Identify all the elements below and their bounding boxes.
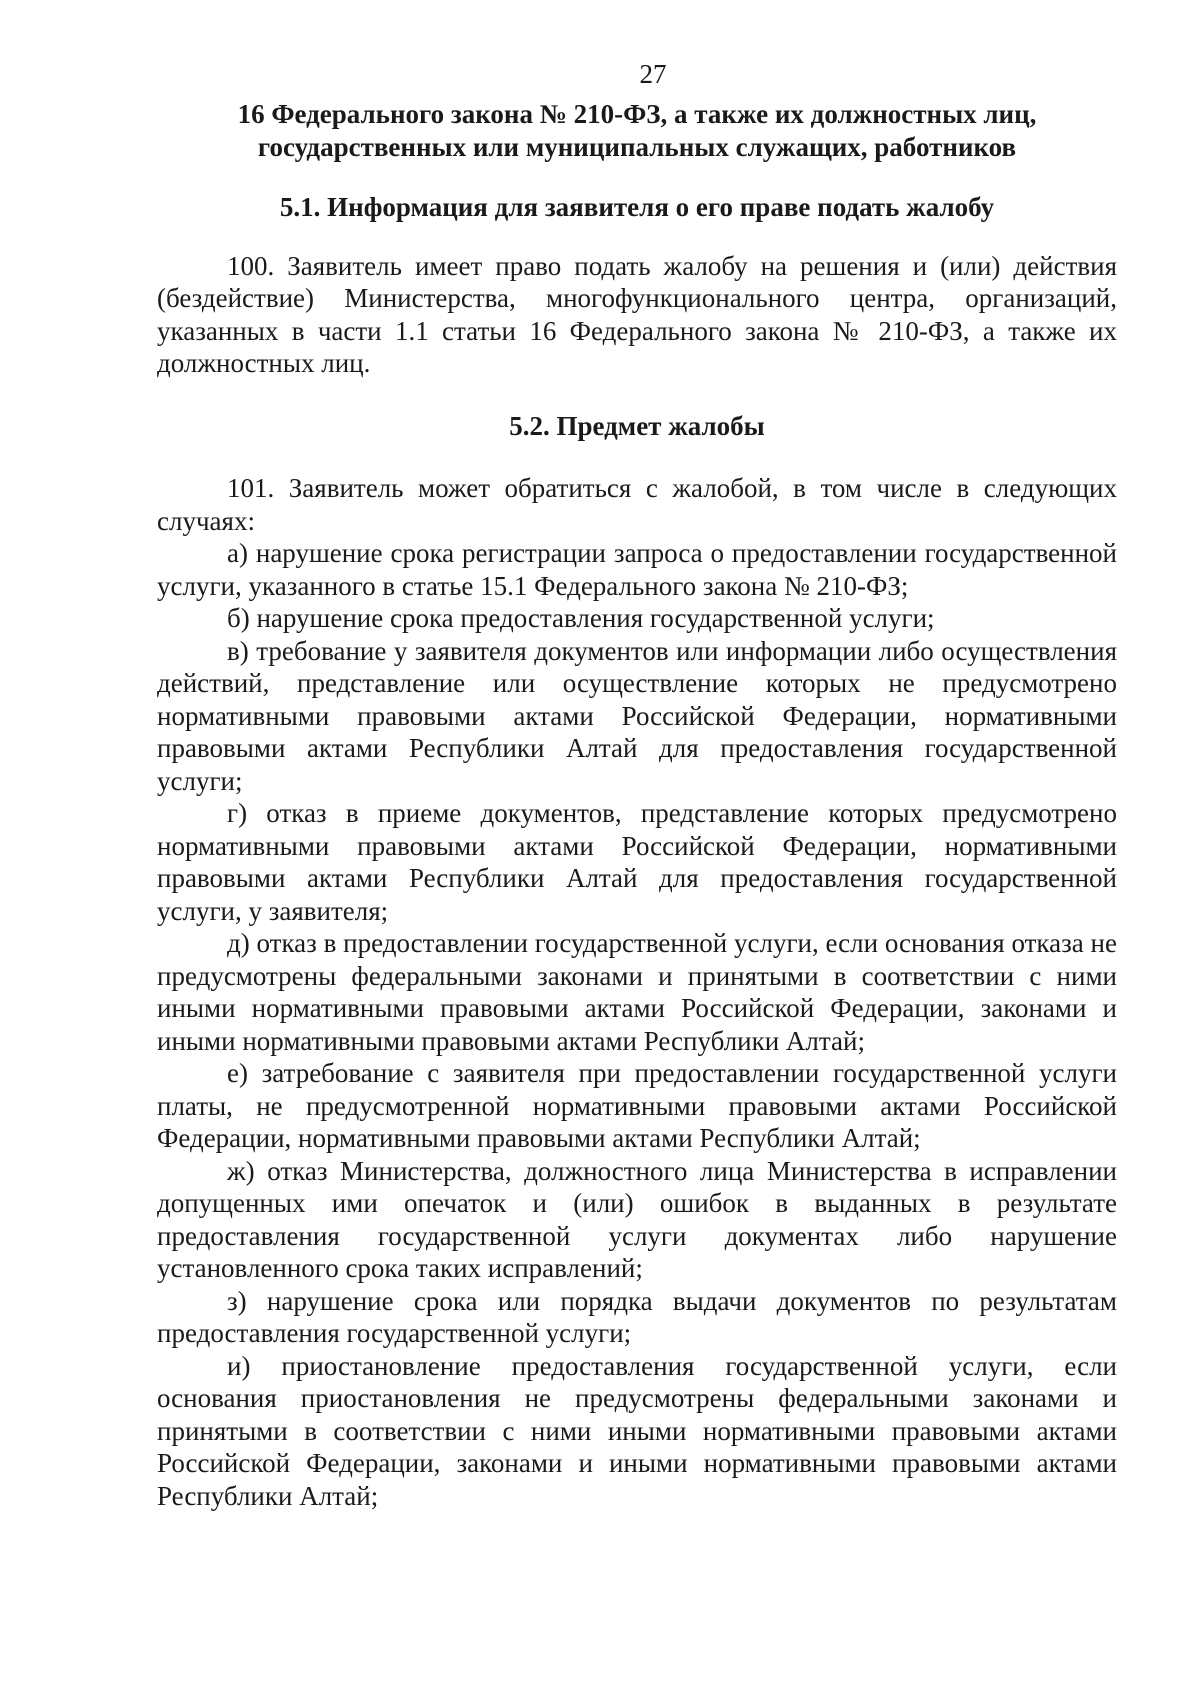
paragraph-101-intro: 101. Заявитель может обратиться с жалобой, в том числе в следующих случаях: (157, 473, 1117, 536)
list-item-a: а) нарушение срока регистрации запроса о предоставлении государственной услуги, указанного в статье 15.1 Федерального закона № 210-ФЗ; (157, 538, 1117, 601)
continuation-heading-line-1: 16 Федерального закона № 210-ФЗ, а также их должностных лиц, (237, 99, 1037, 129)
section-5-2-title: 5.2. Предмет жалобы (509, 410, 765, 441)
list-item-z: з) нарушение срока или порядка выдачи документов по результатам предоставления государственной услуги; (157, 1285, 1117, 1348)
continuation-heading (157, 98, 1117, 163)
page-number: 27 (639, 59, 667, 89)
list-item-zh: ж) отказ Министерства, должностного лица Министерства в исправлении допущенных ими опечаток и (или) ошибок в выданных в результате предоставления государственной услуги документах либо нарушение установленного срока таких исправлений; (157, 1155, 1117, 1283)
document-content (157, 98, 1117, 1512)
section-5-1-title: 5.1. Информация для заявителя о его праве подать жалобу (279, 192, 995, 222)
list-item-v: в) требование у заявителя документов или информации либо осуществления действий, представление или осуществление которых не предусмотрено нормативными правовыми актами Российской Федерации, нормативными правовыми актами Республики Алтай для предоставления государственной услуги; (157, 635, 1117, 796)
list-item-i: и) приостановление предоставления государственной услуги, если основания приостановления не предусмотрены федеральными законами и принятыми в соответствии с ними иными нормативными правовыми актами Российской Федерации, законами и иными нормативными правовыми актами Республики Алтай; (157, 1350, 1117, 1511)
list-item-e: е) затребование с заявителя при предоставлении государственной услуги платы, не предусмотренной нормативными правовыми актами Российской Федерации, нормативными правовыми актами Республики Алтай; (157, 1058, 1117, 1153)
list-item-d: д) отказ в предоставлении государственной услуги, если основания отказа не предусмотрены федеральными законами и принятыми в соответствии с ними иными нормативными правовыми актами Российской Федерации, законами и иными нормативными правовыми актами Республики Алтай; (157, 928, 1117, 1056)
continuation-heading-line-2: государственных или муниципальных служащих, работников (257, 131, 1017, 162)
list-item-b: б) нарушение срока предоставления государственной услуги; (227, 603, 935, 633)
complaint-cases-list (157, 537, 1117, 1512)
paragraph-100: 100. Заявитель имеет право подать жалобу на решения и (или) действия (бездействие) Министерства, многофункционального центра, организаций, указанных в части 1.1 статьи 16 Федерального закона № 210-ФЗ, а также их должностных лиц. (157, 250, 1117, 378)
list-item-g: г) отказ в приеме документов, представление которых предусмотрено нормативными правовыми актами Российской Федерации, нормативными правовыми актами Республики Алтай для предоставления государственной услуги, у заявителя; (157, 798, 1117, 926)
